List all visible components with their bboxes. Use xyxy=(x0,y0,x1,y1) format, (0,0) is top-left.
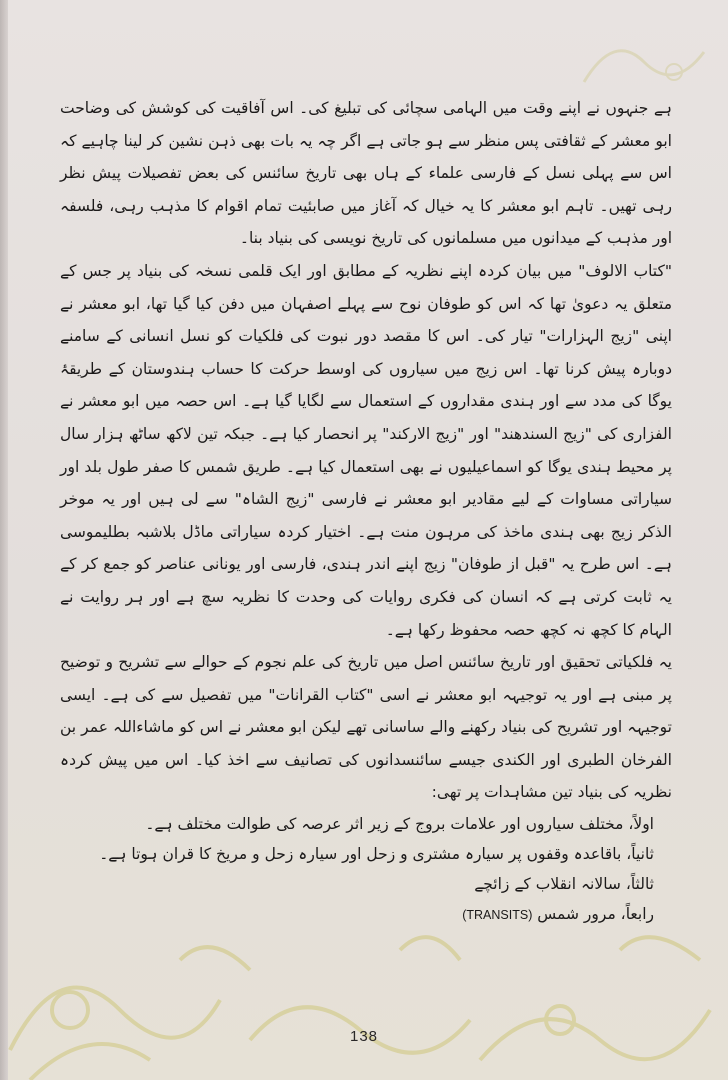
paragraph-3: یہ فلکیاتی تحقیق اور تاریخ سائنس اصل میں تاریخ کی علم نجوم کے حوالے سے تشریح و توضیح پر مبنی ہے اور یہ توجیہہ ابو معشر نے اسی "کتاب القرانات" میں تفصیل سے کی ہے۔ ایسی توجیہہ اور تشریح کی بنیاد رکھنے والے ساسانی تھے لیکن ابو معشر نے اس کو ماشاءاللہ عمر بن الفرخان الطبری اور الکندی جیسے سائنسدانوں کی تصانیف سے اخذ کیا۔ اس میں پیش کردہ نظریہ کی بنیاد تین مشاہدات پر تھی: xyxy=(60,653,672,802)
page-number: 138 xyxy=(349,1028,379,1045)
decorative-border-art xyxy=(0,890,728,1080)
list-item: ثانیاً، باقاعدہ وقفوں پر سیارہ مشتری و زحل اور سیارہ زحل و مریخ کا قران ہوتا ہے۔ xyxy=(99,845,654,864)
paragraph-1: ہے جنہوں نے اپنے وقت میں الہامی سچائی کی تبلیغ کی۔ اس آفاقیت کی کوشش کی وضاحت ابو معشر کے ثقافتی پس منظر سے ہو جاتی ہے اگر چہ یہ بات بھی ذہن نشین کر لینا چاہیے کہ اس سے پہلی نسل کے فارسی علماء کے ہاں بھی تاریخ سائنس کی بعض تفصیلات پیش نظر رہی تھیں۔ تاہم ابو معشر کا یہ خیال کہ آغاز میں صابئیت تمام اقوام کا مذہب رہی، فلسفہ اور مذہب کے میدانوں میں مسلمانوں کی تاریخ نویسی کی بنیاد بنا۔ xyxy=(60,99,672,248)
body-text xyxy=(60,92,672,930)
latin-term: (TRANSITS) xyxy=(462,908,533,923)
faint-ornament-top xyxy=(574,22,714,102)
list-item-text: رابعاً، مرور شمس xyxy=(537,905,654,924)
paragraph-2: "کتاب الالوف" میں بیان کردہ اپنے نظریہ کے مطابق اور ایک قلمی نسخہ کی بنیاد پر جس کے متعلق یہ دعویٰ تھا کہ اس کو طوفان نوح سے پہلے اصفہان میں دفن کیا گیا تھا، ابو معشر نے اپنی "زیج الہزارات" تیار کی۔ اس کا مقصد دور نبوت کی فلکیات کو نسل انسانی کے سامنے دوبارہ پیش کرنا تھا۔ اس زیج میں سیاروں کی اوسط حرکت کا حساب ہندوستان کے طریقۂ یوگا کی مدد سے اور ہندی مقداروں کے استعمال سے لگایا گیا ہے۔ اس حصہ میں ابو معشر نے الفزاری کی "زیج السندھند" اور "زیج الارکند" پر انحصار کیا ہے۔ جبکہ تین لاکھ ساٹھ ہزار سال پر محیط ہندی یوگا کو اسماعیلیوں نے بھی استعمال کیا ہے۔ طریق شمس کا صفر طول بلد اور سیاراتی مساوات کے لیے مقادیر ابو معشر نے فارسی "زیج الشاہ" سے لی ہیں اور یہ موخر الذکر زیج بھی ہندی ماخذ کی مرہون منت ہے۔ اختیار کردہ سیاراتی ماڈل بلاشبہ بطلیموسی ہے۔ اس طرح یہ "قبل از طوفان" زیج اپنے اندر ہندی، فارسی اور یونانی عناصر کو جمع کر کے یہ ثابت کرتی ہے کہ انسان کی فکری روایات کی وحدت کا نظریہ سچ ہے اور ہر روایت نے الہام کا کچھ نہ کچھ حصہ محفوظ رکھا ہے۔ xyxy=(60,261,672,639)
list-item: اولاً، مختلف سیاروں اور علامات بروج کے زیر اثر عرصہ کی طوالت مختلف ہے۔ xyxy=(145,815,654,834)
list-item: ثالثاً، سالانہ انقلاب کے زائچے xyxy=(474,875,654,894)
